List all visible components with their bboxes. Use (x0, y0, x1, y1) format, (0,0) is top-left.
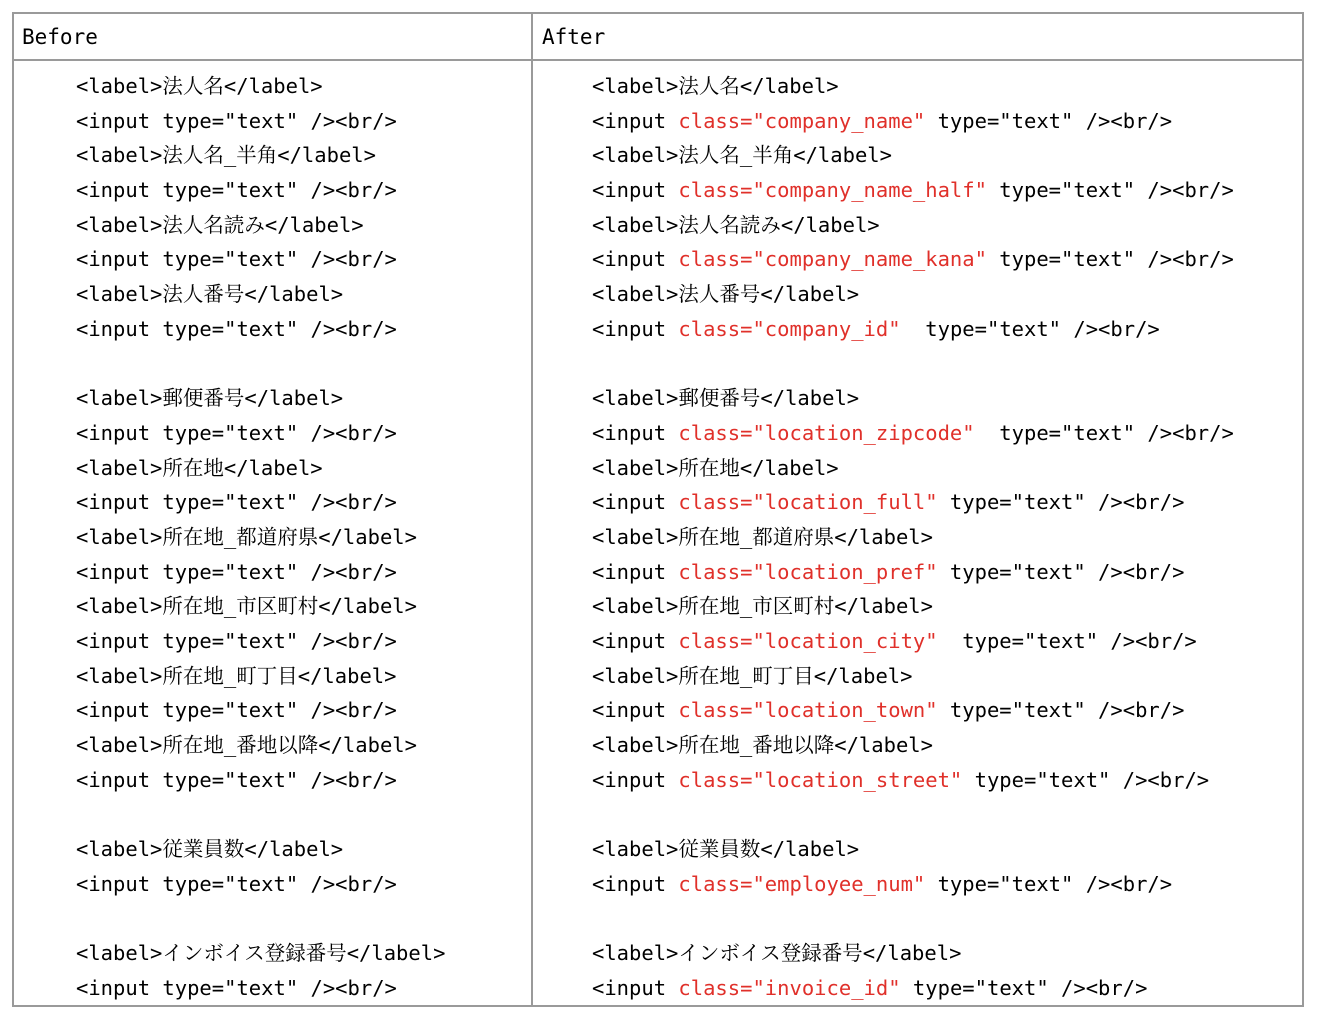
before-code-line: <label>所在地_番地以降</label> (76, 733, 417, 758)
before-code-line: <input type="text" /><br/> (76, 420, 397, 445)
code-text: type="text" /><br/> (974, 420, 1234, 445)
code-text: <label>インボイス登録番号</label> (592, 941, 962, 966)
code-text: <input (592, 975, 679, 1000)
table-header-row (14, 14, 1302, 61)
code-text: <label>所在地_都道府県</label> (592, 524, 933, 549)
before-code-line: <input type="text" /><br/> (76, 767, 397, 792)
code-text: <input (592, 767, 679, 792)
after-code-line (592, 173, 1234, 208)
after-code-line (592, 624, 1234, 659)
code-text: type="text" /><br/> (986, 178, 1234, 203)
after-code-line (592, 832, 1234, 867)
added-class-attribute: class="company_id" (678, 316, 901, 341)
before-code-line: <label>インボイス登録番号</label> (76, 941, 446, 966)
code-text: type="text" /><br/> (925, 108, 1173, 133)
column-header-before: Before (22, 25, 98, 49)
code-text: <label>従業員数</label> (592, 837, 860, 862)
added-class-attribute: class="location_town" (678, 698, 938, 723)
after-code-line (592, 589, 1234, 624)
column-divider (531, 14, 533, 1005)
after-code-line (592, 520, 1234, 555)
before-code-line: <input type="text" /><br/> (76, 108, 397, 133)
after-code-line (592, 555, 1234, 590)
code-text: <label>法人番号</label> (592, 282, 860, 307)
after-code-line (592, 312, 1234, 347)
code-text: <input (592, 871, 679, 896)
before-code-line: <label>所在地_町丁目</label> (76, 663, 397, 688)
code-text: type="text" /><br/> (962, 767, 1210, 792)
added-class-attribute: class="employee_num" (678, 871, 926, 896)
code-text: <input (592, 559, 679, 584)
code-text: <label>所在地</label> (592, 455, 839, 480)
before-code-line: <input type="text" /><br/> (76, 698, 397, 723)
code-text: <input (592, 108, 679, 133)
column-header-after: After (542, 25, 606, 49)
after-code-line (592, 936, 1234, 971)
added-class-attribute: class="company_name" (678, 108, 926, 133)
before-code-line: <label>法人名_半角</label> (76, 143, 376, 168)
after-code-line (592, 242, 1234, 277)
after-code-line (592, 867, 1234, 902)
code-text: <input (592, 316, 679, 341)
code-text: <input (592, 247, 679, 272)
after-code-line (592, 416, 1234, 451)
code-text: type="text" /><br/> (986, 247, 1234, 272)
comparison-table (12, 12, 1304, 1007)
after-code-line (592, 138, 1234, 173)
before-code-line: <label>所在地</label> (76, 455, 323, 480)
code-text: type="text" /><br/> (900, 975, 1148, 1000)
after-code-line (592, 381, 1234, 416)
after-code-line (592, 347, 1234, 382)
after-code-line (592, 208, 1234, 243)
before-code-line (76, 902, 445, 937)
before-code-line: <input type="text" /><br/> (76, 871, 397, 896)
after-code-line (592, 485, 1234, 520)
code-text: type="text" /><br/> (937, 629, 1197, 653)
added-class-attribute: class="location_full" (678, 490, 938, 515)
before-code-line: <label>所在地_市区町村</label> (76, 594, 417, 619)
code-text: <label>所在地_市区町村</label> (592, 594, 933, 619)
after-code-line (592, 728, 1234, 763)
added-class-attribute: class="company_name_kana" (678, 247, 987, 272)
after-code-line (592, 797, 1234, 832)
code-text: <input (592, 420, 679, 445)
before-code-line (76, 797, 445, 832)
code-text: <input (592, 490, 679, 515)
after-code-block (592, 69, 1234, 1006)
code-text: type="text" /><br/> (937, 559, 1185, 584)
before-code-line: <label>郵便番号</label> (76, 386, 344, 411)
before-code-line: <input type="text" /><br/> (76, 316, 397, 341)
after-code-line (592, 693, 1234, 728)
after-code-line (592, 971, 1234, 1006)
after-code-line (592, 69, 1234, 104)
code-text: <input (592, 629, 679, 653)
before-code-line: <label>従業員数</label> (76, 837, 344, 862)
before-code-line: <label>法人名</label> (76, 74, 323, 98)
code-text: <label>法人名_半角</label> (592, 143, 892, 168)
before-code-line: <input type="text" /><br/> (76, 559, 397, 584)
before-code-line: <input type="text" /><br/> (76, 247, 397, 272)
code-text: <input (592, 178, 679, 203)
before-code-line: <label>法人番号</label> (76, 282, 344, 307)
code-text: <label>郵便番号</label> (592, 386, 860, 411)
code-text: type="text" /><br/> (937, 698, 1185, 723)
code-text: <label>所在地_町丁目</label> (592, 663, 913, 688)
after-code-line (592, 902, 1234, 937)
added-class-attribute: class="location_pref" (678, 559, 938, 584)
code-text: <label>法人名読み</label> (592, 212, 880, 237)
after-code-line (592, 104, 1234, 139)
added-class-attribute: class="location_zipcode" (678, 420, 975, 445)
before-code-line: <input type="text" /><br/> (76, 178, 397, 203)
before-code-block (76, 69, 445, 1006)
added-class-attribute: class="company_name_half" (678, 178, 987, 203)
after-code-line (592, 277, 1234, 312)
before-code-line: <label>所在地_都道府県</label> (76, 524, 417, 549)
after-code-line (592, 451, 1234, 486)
code-text: <label>法人名</label> (592, 74, 839, 98)
added-class-attribute: class="location_street" (678, 767, 963, 792)
after-code-line (592, 659, 1234, 694)
added-class-attribute: class="invoice_id" (678, 975, 901, 1000)
added-class-attribute: class="location_city" (678, 629, 938, 653)
code-text: type="text" /><br/> (900, 316, 1160, 341)
before-code-line: <input type="text" /><br/> (76, 975, 397, 1000)
before-code-line: <input type="text" /><br/> (76, 629, 397, 653)
code-text: type="text" /><br/> (925, 871, 1173, 896)
before-code-line: <label>法人名読み</label> (76, 212, 364, 237)
after-code-line (592, 763, 1234, 798)
before-code-line: <input type="text" /><br/> (76, 490, 397, 515)
before-code-line (76, 347, 445, 382)
code-text: type="text" /><br/> (937, 490, 1185, 515)
code-text: <label>所在地_番地以降</label> (592, 733, 933, 758)
code-text: <input (592, 698, 679, 723)
